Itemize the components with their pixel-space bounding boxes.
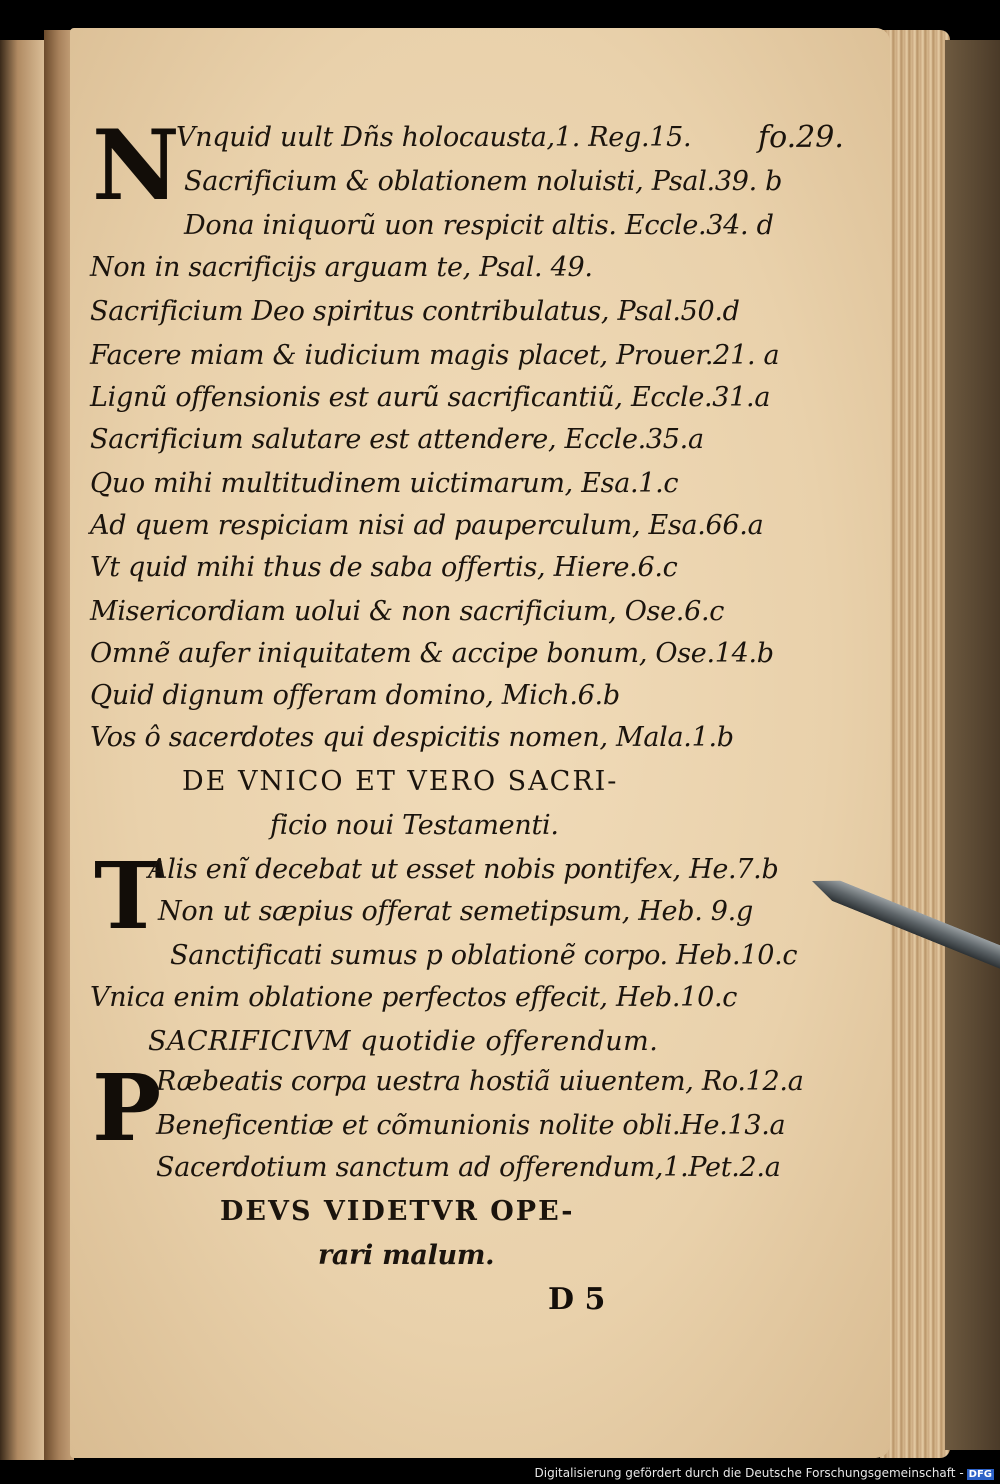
dfg-logo-icon: DFG — [968, 1469, 992, 1480]
text-line: Quo mihi multitudinem uictimarum, Esa.1.c — [90, 468, 679, 499]
text-line: Non in sacrificijs arguam te, Psal. 49. — [90, 252, 593, 283]
text-line: Dona iniquorũ uon respicit altis. Eccle.34. d — [184, 210, 774, 241]
text-line: Sacerdotium sanctum ad offerendum,1.Pet.2.a — [156, 1152, 781, 1183]
text-line: Quid dignum offeram domino, Mich.6.b — [90, 680, 620, 711]
text-line: Beneficentiæ et cõmunionis nolite obli.He.13.a — [156, 1110, 786, 1141]
text-line: Vnquid uult Dñs holocausta,1. Reg.15. — [176, 122, 692, 153]
text-line: Facere miam & iudicium magis placet, Prouer.21. a — [90, 340, 780, 371]
text-line: Vos ô sacerdotes qui despicitis nomen, Mala.1.b — [90, 722, 734, 753]
section-heading-continuation: rari malum. — [318, 1240, 495, 1271]
digitization-credit — [535, 1466, 995, 1480]
section-heading-continuation: ficio noui Testamenti. — [270, 810, 559, 841]
previous-page-edge — [0, 40, 44, 1460]
folio-number: fo.29. — [758, 120, 844, 155]
dropcap-p: P — [92, 1054, 162, 1162]
text-line: Alis enĩ decebat ut esset nobis pontifex, He.7.b — [148, 854, 779, 885]
text-line: Non ut sæpius offerat semetipsum, Heb. 9.g — [158, 896, 753, 927]
book-cover-board — [945, 40, 1000, 1450]
section-heading: SACRIFICIVM quotidie offerendum. — [148, 1026, 659, 1057]
text-line: Vnica enim oblatione perfectos effecit, Heb.10.c — [90, 982, 738, 1013]
text-line: Omnẽ aufer iniquitatem & accipe bonum, Ose.14.b — [90, 638, 774, 669]
text-line: Ræbeatis corpa uestra hostiã uiuentem, Ro.12.a — [156, 1066, 804, 1097]
text-line: Sacrificium salutare est attendere, Eccle.35.a — [90, 424, 704, 455]
dropcap-n: N — [92, 109, 180, 222]
credit-text: Digitalisierung gefördert durch die Deutsche Forschungsgemeinschaft - — [534, 1466, 964, 1480]
page-edges — [880, 30, 950, 1458]
dropcap-t: T — [94, 842, 163, 950]
text-line: Sacrificium & oblationem noluisti, Psal.39. b — [184, 166, 783, 197]
text-line: Vt quid mihi thus de saba offertis, Hiere.6.c — [90, 552, 678, 583]
text-line: Misericordiam uolui & non sacrificium, Ose.6.c — [90, 596, 725, 627]
text-line: Lignũ offensionis est aurũ sacrificantiũ, Eccle.31.a — [90, 382, 771, 413]
text-line: Sacrificium Deo spiritus contribulatus, Psal.50.d — [90, 296, 740, 327]
text-line: Ad quem respiciam nisi ad pauperculum, Esa.66.a — [90, 510, 764, 541]
section-heading: DE VNICO ET VERO SACRI- — [182, 766, 619, 797]
text-line: Sanctificati sumus p oblationẽ corpo. Heb.10.c — [170, 940, 798, 971]
signature-mark: D 5 — [548, 1282, 606, 1317]
section-heading: DEVS VIDETVR OPE- — [220, 1196, 575, 1227]
